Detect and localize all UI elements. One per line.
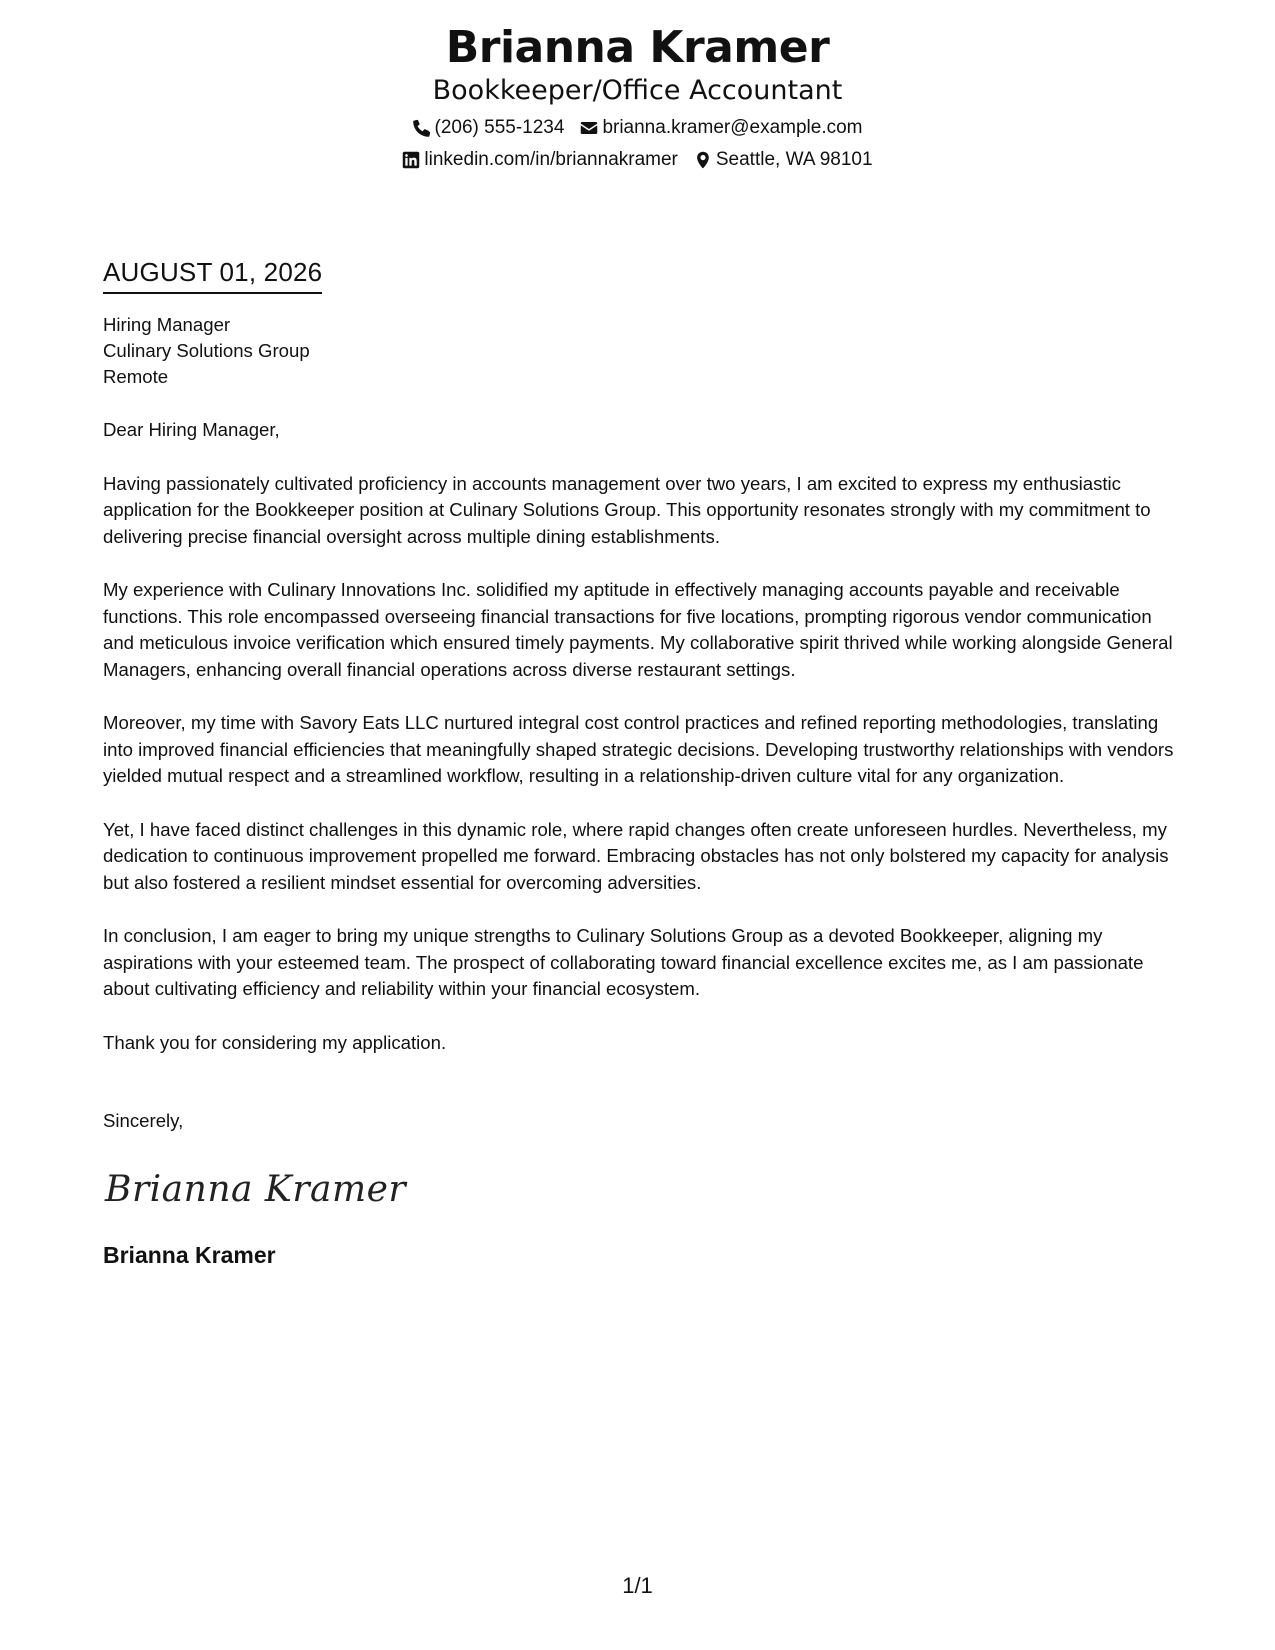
map-marker-icon <box>694 151 712 169</box>
recipient-line: Remote <box>103 366 169 387</box>
phone-contact <box>413 112 565 144</box>
location-text: Seattle, WA 98101 <box>715 149 873 170</box>
body-paragraph: Moreover, my time with Savory Eats LLC nurtured integral cost control practices and refined reporting methodologies, translating into improved financial efficiencies that meaningfully shaped strategic decisions. Developing trustworthy relationships with vendors yielded mutual respect and a streamlined workflow, resulting in a relationship-driven culture vital for any organization. <box>103 712 1174 786</box>
letter-body <box>103 256 1178 1269</box>
letter-date: AUGUST 01, 2026 <box>103 256 322 294</box>
linkedin-contact[interactable] <box>402 144 677 176</box>
signed-name: Brianna Kramer <box>103 1241 276 1268</box>
contact-row-1 <box>0 112 1275 144</box>
email-address[interactable]: brianna.kramer@example.com <box>602 117 863 138</box>
linkedin-icon <box>402 151 420 169</box>
email-contact[interactable] <box>580 112 862 144</box>
handwritten-signature <box>103 1157 1178 1219</box>
thank-you-line: Thank you for considering my application. <box>103 1031 447 1053</box>
body-paragraph: My experience with Culinary Innovations Inc. solidified my aptitude in effectively managing accounts payable and receivable functions. This role encompassed overseeing financial transactions for five locations, prompting rigorous vendor communication and meticulous invoice verification which ensured timely payments. My collaborative spirit thrived while working alongside General Managers, enhancing overall financial operations across diverse restaurant settings. <box>103 579 1173 680</box>
envelope-icon <box>580 119 598 137</box>
body-paragraph: In conclusion, I am eager to bring my unique strengths to Culinary Solutions Group as a devoted Bookkeeper, aligning my aspirations with your esteemed team. The prospect of collaborating toward financial excellence excites me, as I am passionate about cultivating efficiency and reliability within your financial ecosystem. <box>103 925 1144 999</box>
applicant-title: Bookkeeper/Office Accountant <box>432 75 843 106</box>
linkedin-url[interactable]: linkedin.com/in/briannakramer <box>424 149 678 170</box>
contact-row-2 <box>0 144 1275 176</box>
letter-header <box>0 22 1275 176</box>
phone-icon <box>413 119 431 137</box>
closing-line: Sincerely, <box>103 1110 184 1131</box>
page-number: 1/1 <box>622 1573 653 1598</box>
salutation: Dear Hiring Manager, <box>103 419 280 440</box>
recipient-block <box>103 312 1178 390</box>
recipient-line: Culinary Solutions Group <box>103 340 310 361</box>
phone-number: (206) 555-1234 <box>434 117 565 138</box>
applicant-name: Brianna Kramer <box>445 22 830 73</box>
svg-text:Brianna Kramer: Brianna Kramer <box>105 1168 407 1210</box>
body-paragraph: Yet, I have faced distinct challenges in this dynamic role, where rapid changes often create unforeseen hurdles. Nevertheless, my dedication to continuous improvement propelled me forward. Embracing obstacles has not only bolstered my capacity for analysis but also fostered a resilient mindset essential for overcoming adversities. <box>103 818 1169 893</box>
body-paragraph: Having passionately cultivated proficiency in accounts management over two years, I am excited to express my enthusiastic application for the Bookkeeper position at Culinary Solutions Group. This opportunity resonates strongly with my commitment to delivering precise financial oversight across multiple dining establishments. <box>103 472 1151 547</box>
recipient-line: Hiring Manager <box>103 314 231 335</box>
location-contact <box>694 144 873 176</box>
